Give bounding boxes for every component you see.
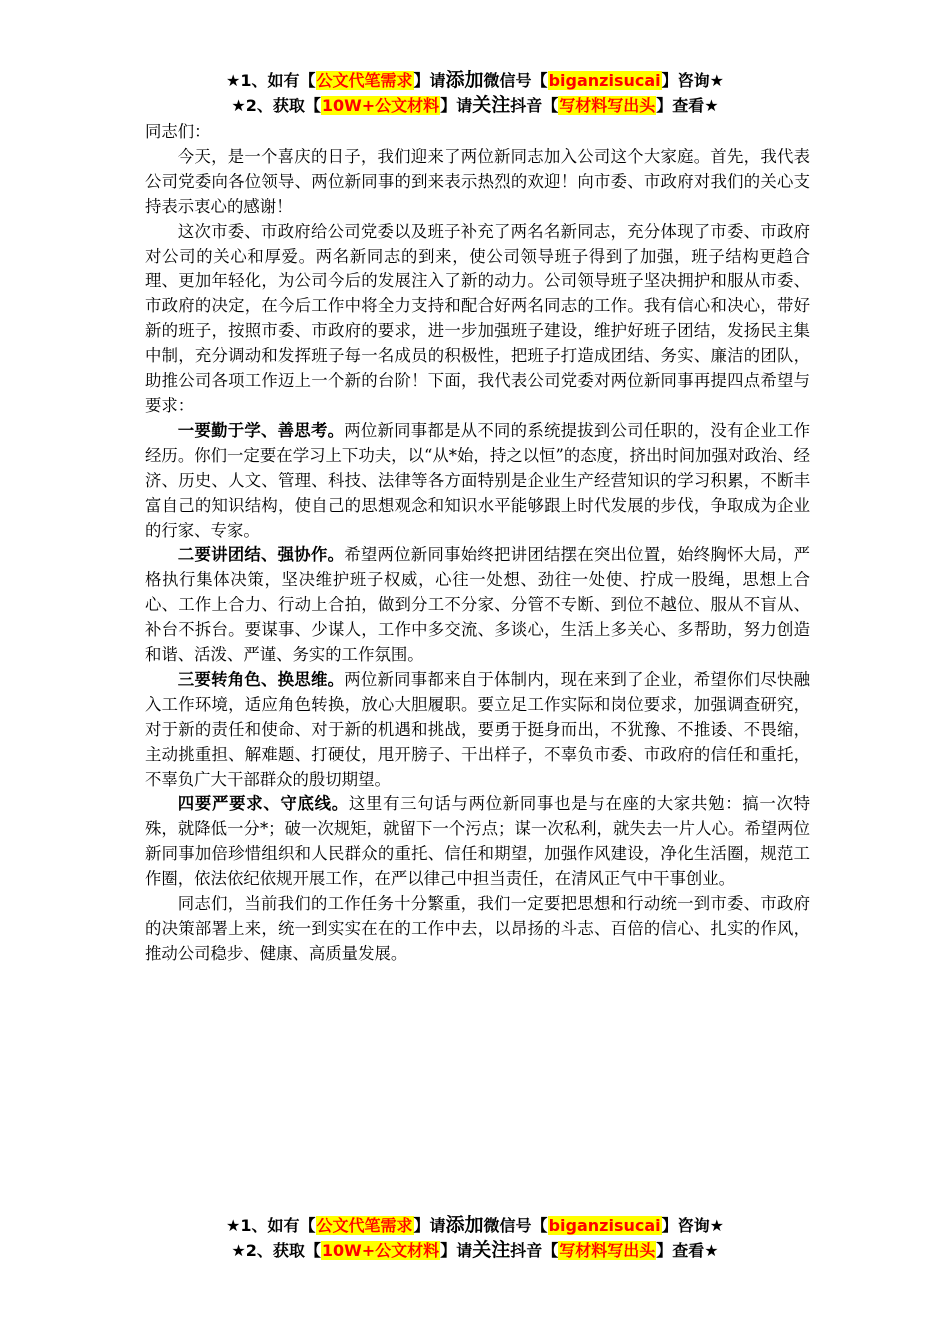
banner-line-1 — [0, 1213, 950, 1238]
banner-text: 抖音【 — [510, 96, 559, 115]
point-3-text: 两位新同事都来自于体制内，现在来到了企业，希望你们尽快融入工作环境，适应角色转换，放心大胆履职。要立足工作实际和岗位要求，加强调查研究，对于新的责任和使命、对于新的机遇和挑战，要勇于挺身而出，不犹豫、不推诿、不畏缩，主动挑重担、解难题、打硬仗，甩开膀子、干出样子，不辜负市委、市政府的信任和重托，不辜负广大干部群众的殷切期望。 — [145, 669, 811, 789]
paragraph-point-1 — [145, 419, 810, 544]
point-2-text: 希望两位新同事始终把讲团结摆在突出位置，始终胸怀大局，严格执行集体决策，坚决维护班子权威，心往一处想、劲往一处使、拧成一股绳，思想上合心、工作上合力、行动上合拍，做到分工不分家、分管不专断、到位不越位、服从不盲从、补台不拆台。要谋事、少谋人，工作中多交流、多谈心，生活上多关心、多帮助，努力创造和谐、活泼、严谨、务实的工作氛围。 — [145, 545, 811, 665]
point-4-text: 这里有三句话与两位新同事也是与在座的大家共勉：搞一次特殊，就降低一分*；破一次规矩，就留下一个污点；谋一次私利，就失去一片人心。希望两位新同事加倍珍惜组织和人民群众的重托、信任和期望，加强作风建设，净化生活圈，规范工作圈，依法依纪依规开展工作，在严以律己中担当责任，在清风正气中干事创业。 — [145, 794, 811, 889]
banner-text: 】查看★ — [656, 1241, 719, 1260]
banner-highlight: 写材料写出头 — [559, 1241, 656, 1260]
banner-emphasis: 添加 — [445, 1214, 484, 1236]
point-3-heading: 三要转角色、换思维。 — [177, 669, 345, 689]
banner-highlight: 10W+公文材料 — [321, 96, 440, 115]
banner-highlight: 公文代笔需求 — [316, 71, 413, 90]
banner-highlight: 公文代笔需求 — [316, 1216, 413, 1235]
banner-highlight: biganzisucai — [548, 1216, 661, 1235]
banner-text: 】请 — [413, 71, 446, 90]
salutation: 同志们： — [145, 122, 211, 141]
banner-emphasis: 关注 — [472, 94, 511, 116]
banner-text: 】咨询★ — [661, 71, 724, 90]
banner-text: 】请 — [413, 1216, 446, 1235]
banner-text: ★2、获取【 — [231, 1241, 321, 1260]
bottom-banner — [0, 1213, 950, 1263]
paragraph-point-2 — [145, 543, 810, 668]
paragraph-point-3 — [145, 668, 810, 793]
banner-line-1 — [0, 68, 950, 93]
banner-emphasis: 添加 — [445, 69, 484, 91]
banner-text: 】请 — [440, 96, 473, 115]
paragraph-closing: 同志们，当前我们的工作任务十分繁重，我们一定要把思想和行动统一到市委、市政府的决策部署上来，统一到实实在在的工作中去，以昂扬的斗志、百倍的信心、扎实的作风，推动公司稳步、健康、高质量发展。 — [145, 894, 810, 963]
banner-highlight: 写材料写出头 — [559, 96, 656, 115]
point-2-heading: 二要讲团结、强协作。 — [177, 545, 345, 565]
document-body — [145, 120, 810, 967]
banner-text: 】请 — [440, 1241, 473, 1260]
banner-emphasis: 关注 — [472, 1239, 511, 1261]
paragraph-team: 这次市委、市政府给公司党委以及班子补充了两名名新同志，充分体现了市委、市政府对公司的关心和厚爱。两名新同志的到来，使公司领导班子得到了加强，班子结构更趋合理、更加年轻化，为公司今后的发展注入了新的动力。公司领导班子坚决拥护和服从市委、市政府的决定，在今后工作中将全力支持和配合好两名同志的工作。我有信心和决心，带好新的班子，按照市委、市政府的要求，进一步加强班子建设，维护好班子团结，发扬民主集中制，充分调动和发挥班子每一名成员的积极性，把班子打造成团结、务实、廉洁的团队，助推公司各项工作迈上一个新的台阶！下面，我代表公司党委对两位新同事再提四点希望与要求： — [145, 221, 810, 415]
point-4-heading: 四要严要求、守底线。 — [177, 794, 349, 814]
banner-text: ★1、如有【 — [226, 1216, 316, 1235]
banner-line-2 — [0, 93, 950, 118]
banner-line-2 — [0, 1238, 950, 1263]
banner-highlight: 10W+公文材料 — [321, 1241, 440, 1260]
point-1-heading: 一要勤于学、善思考。 — [177, 420, 345, 440]
banner-text: 微信号【 — [483, 71, 548, 90]
banner-text: ★2、获取【 — [231, 96, 321, 115]
banner-highlight: biganzisucai — [548, 71, 661, 90]
top-banner — [0, 68, 950, 118]
point-1-text: 两位新同事都是从不同的系统提拔到公司任职的，没有企业工作经历。你们一定要在学习上下功夫，以“从*始，持之以恒”的态度，挤出时间加强对政治、经济、历史、人文、管理、科技、法律等各方面特别是企业生产经营知识的学习积累，不断丰富自己的知识结构，使自己的思想观念和知识水平能够跟上时代发展的步伐，争取成为企业的行家、专家。 — [145, 420, 811, 540]
banner-text: 微信号【 — [483, 1216, 548, 1235]
banner-text: 抖音【 — [510, 1241, 559, 1260]
paragraph-point-4 — [145, 792, 810, 892]
banner-text: 】咨询★ — [661, 1216, 724, 1235]
banner-text: ★1、如有【 — [226, 71, 316, 90]
banner-text: 】查看★ — [656, 96, 719, 115]
paragraph-welcome: 今天，是一个喜庆的日子，我们迎来了两位新同志加入公司这个大家庭。首先，我代表公司党委向各位领导、两位新同事的到来表示热烈的欢迎！向市委、市政府对我们的关心支持表示衷心的感谢！ — [145, 146, 810, 216]
